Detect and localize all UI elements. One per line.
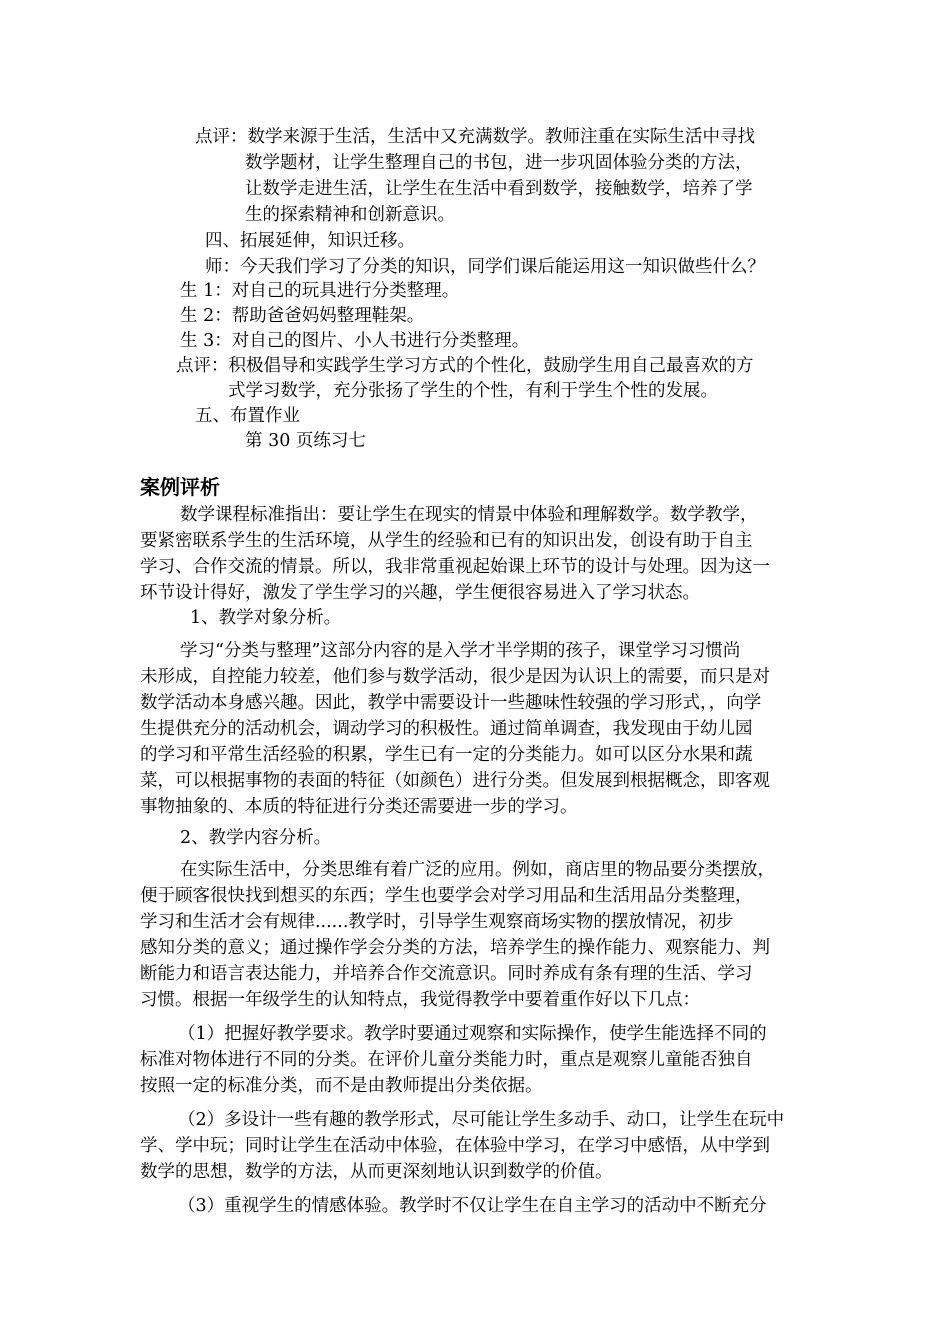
para2-line: 习惯。根据一年级学生的认知特点，我觉得教学中要着重作好以下几点： [140, 990, 700, 1010]
para2-line: 便于顾客很快找到想买的东西；学生也要学会对学习用品和生活用品分类整理， [140, 886, 753, 906]
comment2-line: 点评：积极倡导和实践学生学习方式的个性化，鼓励学生用自己最喜欢的方 [176, 356, 754, 376]
para1-line: 事物抽象的、本质的特征进行分类还需要进一步的学习。 [140, 797, 578, 817]
para2-line: 学习和生活才会有规律......教学时，引导学生观察商场实物的摆放情况，初步 [140, 912, 734, 932]
intro-line: 要紧密联系学生的生活环境，从学生的经验和已有的知识出发，创设有助于自主 [140, 531, 753, 551]
para1-line: 数学活动本身感兴趣。因此，教学中需要设计一些趣味性较强的学习形式，，向学 [140, 693, 762, 713]
point2-line: （2）多设计一些有趣的教学形式，尽可能让学生多动手、动口，让学生在玩中 [178, 1110, 785, 1130]
section5-title: 五、布置作业 [195, 406, 300, 426]
para2-line: 断能力和语言表达能力，并培养合作交流意识。同时养成有条有理的生活、学习 [140, 964, 753, 984]
point1-line: （1）把握好教学要求。教学时要通过观察和实际操作，使学生能选择不同的 [178, 1024, 767, 1044]
section4-title: 四、拓展延伸，知识迁移。 [205, 231, 415, 251]
comment1-line: 数学题材，让学生整理自己的书包，进一步巩固体验分类的方法， [245, 153, 753, 173]
para1-line: 生提供充分的活动机会，调动学习的积极性。通过简单调查，我发现由于幼儿园 [140, 719, 753, 739]
teacher-question: 师：今天我们学习了分类的知识，同学们课后能运用这一知识做些什么？ [205, 257, 765, 277]
homework-text: 第 30 页练习七 [245, 431, 366, 451]
student-answer: 生 1：对自己的玩具进行分类整理。 [180, 281, 460, 301]
subsection1-title: 1、教学对象分析。 [190, 608, 342, 628]
para1-line: 菜，可以根据事物的表面的特征（如颜色）进行分类。但发展到根据概念，即客观 [140, 771, 770, 791]
comment1-line: 让数学走进生活，让学生在生活中看到数学，接触数学，培养了学 [245, 179, 753, 199]
point1-line: 标准对物体进行不同的分类。在评价儿童分类能力时，重点是观察儿童能否独自 [140, 1050, 753, 1070]
intro-line: 环节设计得好，激发了学生学习的兴趣，学生便很容易进入了学习状态。 [140, 583, 700, 603]
point2-line: 数学的思想，数学的方法，从而更深刻地认识到数学的价值。 [140, 1162, 613, 1182]
subsection2-title: 2、教学内容分析。 [180, 828, 332, 848]
point3-line: （3）重视学生的情感体验。教学时不仅让学生在自主学习的活动中不断充分 [178, 1196, 767, 1216]
student-answer: 生 3：对自己的图片、小人书进行分类整理。 [180, 331, 530, 351]
intro-line: 学习、合作交流的情景。所以，我非常重视起始课上环节的设计与处理。因为这一 [140, 557, 770, 577]
analysis-heading: 案例评析 [140, 475, 220, 499]
point1-line: 按照一定的标准分类，而不是由教师提出分类依据。 [140, 1076, 543, 1096]
comment1-line: 生的探索精神和创新意识。 [245, 205, 455, 225]
student-answer: 生 2：帮助爸爸妈妈整理鞋架。 [180, 306, 425, 326]
para1-line: 未形成，自控能力较差，他们参与数学活动，很少是因为认识上的需要，而只是对 [140, 667, 770, 687]
para1-line: 的学习和平常生活经验的积累，学生已有一定的分类能力。如可以区分水果和蔬 [140, 745, 753, 765]
point2-line: 学、学中玩；同时让学生在活动中体验，在体验中学习，在学习中感悟，从中学到 [140, 1136, 770, 1156]
comment1-line: 点评：数学来源于生活，生活中又充满数学。教师注重在实际生活中寻找 [195, 127, 755, 147]
comment2-line: 式学习数学，充分张扬了学生的个性，有利于学生个性的发展。 [228, 381, 718, 401]
para1-line: 学习“分类与整理”这部分内容的是入学才半学期的孩子，课堂学习习惯尚 [180, 641, 741, 661]
para2-line: 在实际生活中，分类思维有着广泛的应用。例如，商店里的物品要分类摆放， [180, 860, 775, 880]
intro-line: 数学课程标准指出：要让学生在现实的情景中体验和理解数学。数学教学， [180, 505, 758, 525]
para2-line: 感知分类的意义；通过操作学会分类的方法，培养学生的操作能力、观察能力、判 [140, 938, 770, 958]
